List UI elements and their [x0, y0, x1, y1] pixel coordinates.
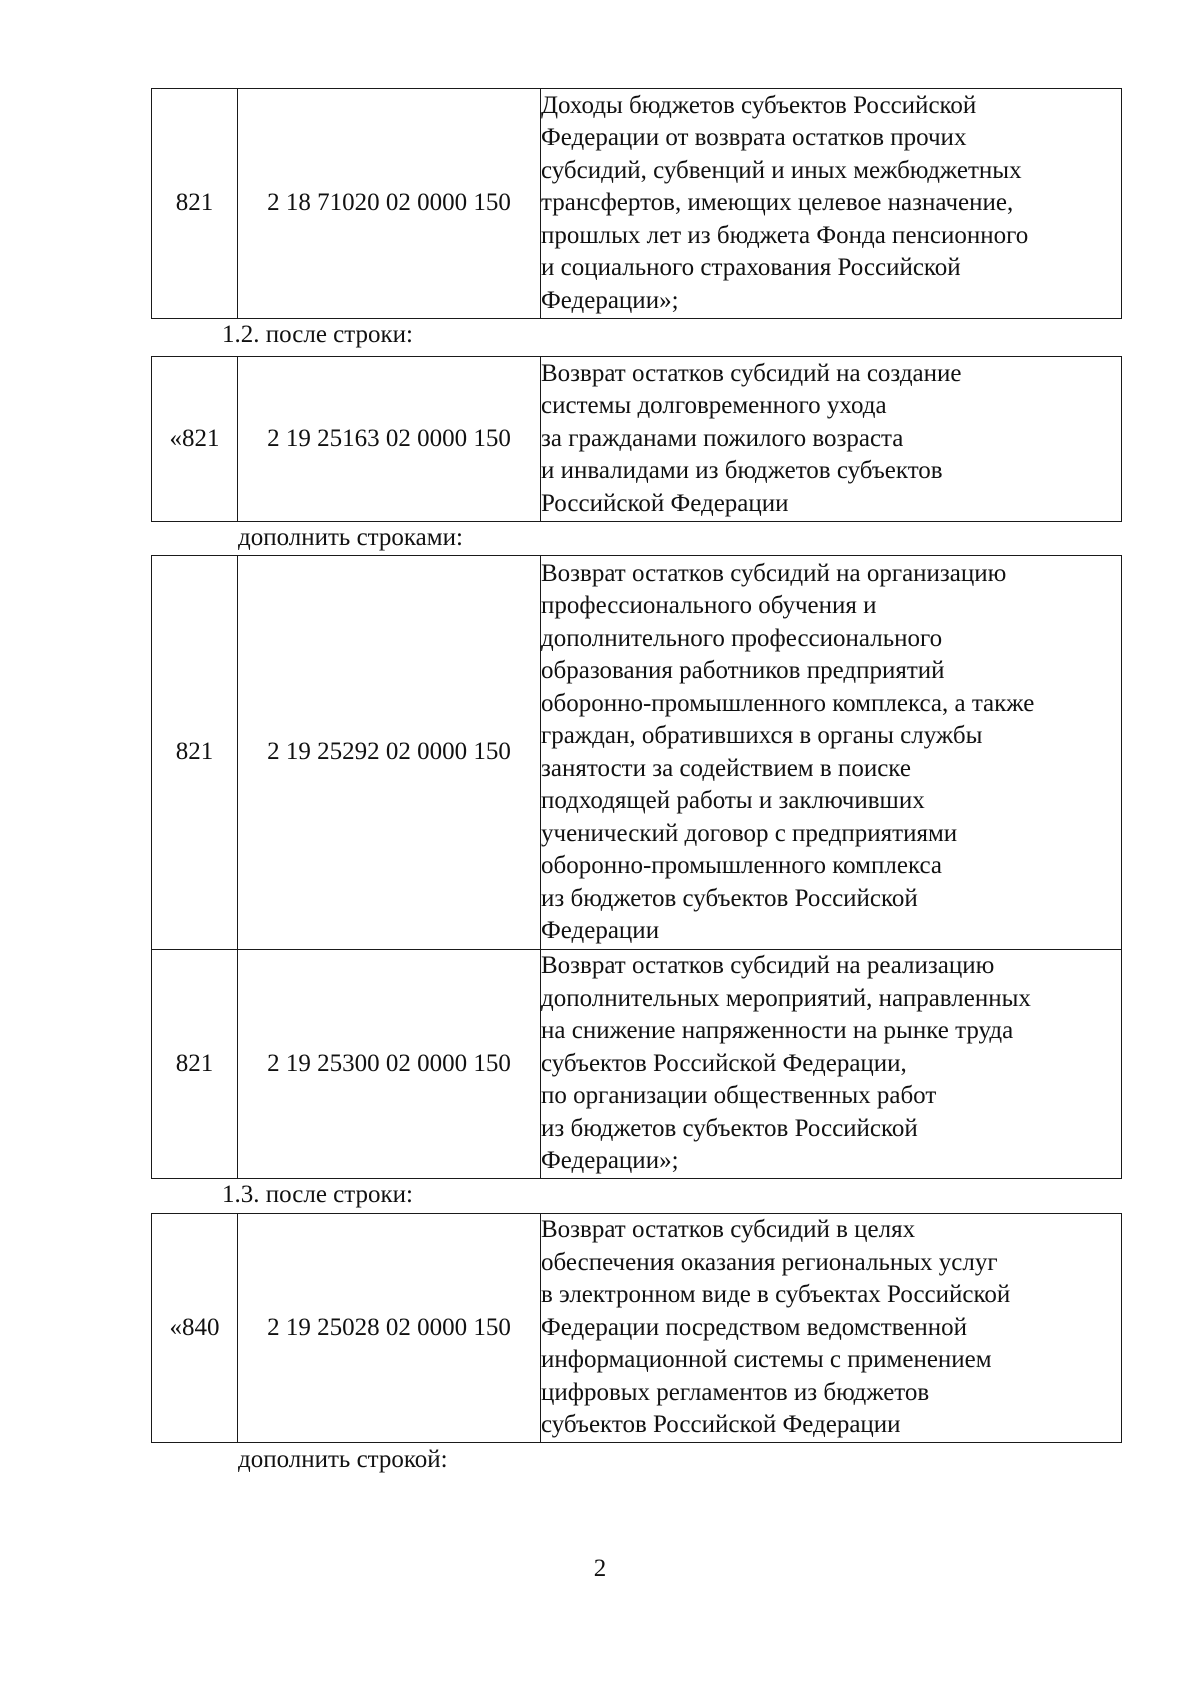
description-line: Федерации: [541, 917, 660, 944]
description-line: Доходы бюджетов субъектов Российской: [541, 91, 977, 119]
budget-code-cell: 2 19 25300 02 0000 150: [238, 950, 541, 1179]
admin-code-cell: 821: [152, 89, 238, 319]
description-line: субъектов Российской Федерации: [541, 1411, 901, 1439]
admin-code-cell: «840: [152, 1214, 238, 1443]
budget-table-4: [151, 1213, 1122, 1443]
description-line: трансфертов, имеющих целевое назначение,: [541, 189, 1014, 217]
admin-code-cell: 821: [152, 950, 238, 1179]
table-row: [152, 1214, 1122, 1443]
budget-table-2: [151, 356, 1122, 522]
description-line: Возврат остатков субсидий на создание: [541, 359, 962, 387]
description-line: субъектов Российской Федерации,: [541, 1049, 907, 1077]
description-line: Возврат остатков субсидий в целях: [541, 1216, 916, 1244]
table-row: [152, 556, 1122, 950]
description-cell: [541, 556, 1122, 950]
description-line: оборонно-промышленного комплекса: [541, 852, 942, 879]
table-row: [152, 89, 1122, 319]
description-line: прошлых лет из бюджета Фонда пенсионного: [541, 221, 1029, 249]
description-line: Федерации от возврата остатков прочих: [541, 124, 967, 152]
instruction-note: 1.3. после строки:: [222, 1181, 413, 1208]
budget-table-3: [151, 555, 1122, 1179]
description-line: Возврат остатков субсидий на реализацию: [541, 952, 995, 980]
description-line: Федерации»;: [541, 1147, 679, 1175]
description-line: из бюджетов субъектов Российской: [541, 1114, 918, 1142]
description-line: информационной системы с применением: [541, 1346, 992, 1374]
table-row: [152, 357, 1122, 522]
budget-code-cell: 2 19 25028 02 0000 150: [238, 1214, 541, 1443]
admin-code-cell: 821: [152, 556, 238, 950]
instruction-note: 1.2. после строки:: [222, 321, 413, 348]
description-line: системы долговременного ухода: [541, 392, 887, 420]
description-line: по организации общественных работ: [541, 1082, 937, 1110]
table-row: [152, 950, 1122, 1179]
description-line: обеспечения оказания региональных услуг: [541, 1248, 998, 1276]
description-line: и социального страхования Российской: [541, 254, 961, 282]
budget-code-cell: 2 18 71020 02 0000 150: [238, 89, 541, 319]
description-line: подходящей работы и заключивших: [541, 787, 925, 814]
description-line: Возврат остатков субсидий на организацию: [541, 559, 1007, 587]
description-line: ученический договор с предприятиями: [541, 819, 958, 847]
description-line: граждан, обратившихся в органы службы: [541, 722, 983, 749]
description-line: дополнительного профессионального: [541, 624, 943, 652]
admin-code-cell: «821: [152, 357, 238, 522]
description-line: и инвалидами из бюджетов субъектов: [541, 457, 943, 485]
description-line: образования работников предприятий: [541, 657, 945, 684]
description-line: субсидий, субвенций и иных межбюджетных: [541, 156, 1022, 184]
description-cell: [541, 89, 1122, 319]
description-cell: [541, 1214, 1122, 1443]
description-line: в электронном виде в субъектах Российской: [541, 1281, 1011, 1309]
description-line: из бюджетов субъектов Российской: [541, 884, 918, 912]
budget-code-cell: 2 19 25292 02 0000 150: [238, 556, 541, 950]
description-line: занятости за содействием в поиске: [541, 754, 911, 782]
description-cell: [541, 357, 1122, 522]
budget-code-cell: 2 19 25163 02 0000 150: [238, 357, 541, 522]
description-line: Федерации посредством ведомственной: [541, 1313, 968, 1341]
description-line: за гражданами пожилого возраста: [541, 424, 904, 452]
description-line: на снижение напряженности на рынке труда: [541, 1017, 1014, 1045]
budget-table-1: [151, 88, 1122, 319]
description-line: Федерации»;: [541, 286, 679, 314]
description-line: профессионального обучения и: [541, 592, 877, 619]
description-line: оборонно-промышленного комплекса, а также: [541, 689, 1035, 717]
description-cell: [541, 950, 1122, 1179]
description-line: Российской Федерации: [541, 489, 789, 517]
page-number: 2: [593, 1555, 607, 1582]
instruction-note: дополнить строкой:: [238, 1446, 448, 1473]
description-line: дополнительных мероприятий, направленных: [541, 984, 1031, 1012]
description-line: цифровых регламентов из бюджетов: [541, 1378, 930, 1406]
instruction-note: дополнить строками:: [238, 524, 463, 551]
